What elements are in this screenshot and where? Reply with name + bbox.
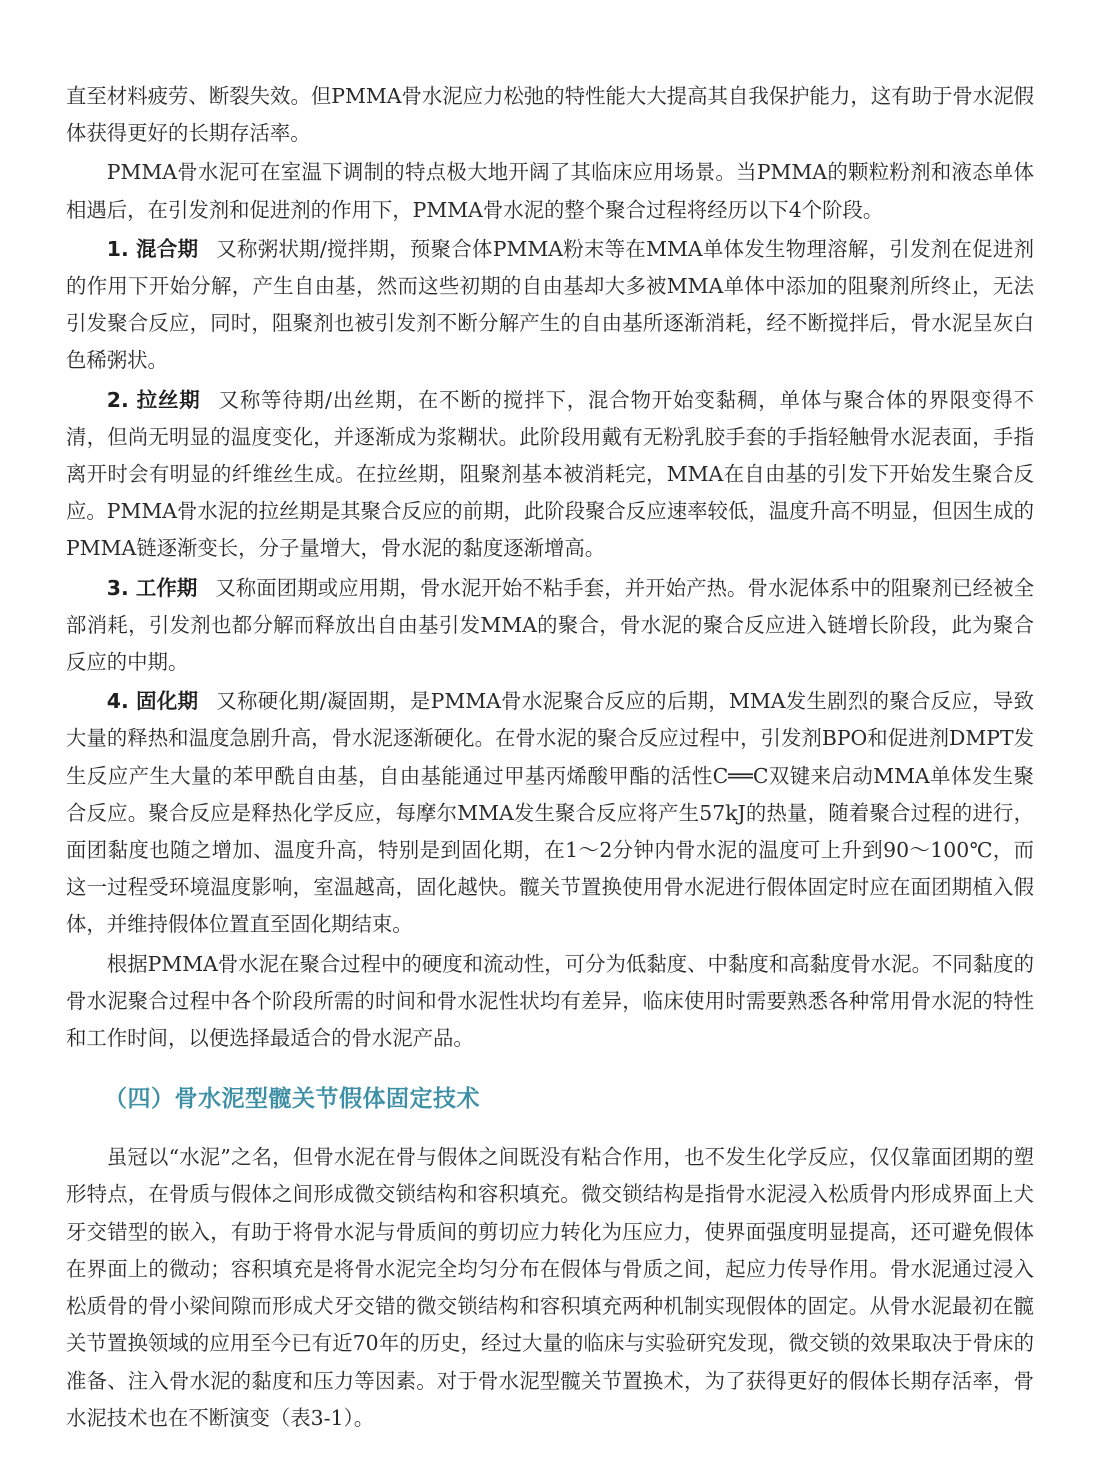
stage-curing	[66, 683, 1034, 943]
paragraph-pmma-intro: PMMA骨水泥可在室温下调制的特点极大地开阔了其临床应用场景。当PMMA的颗粒粉剂和液态单体相遇后，在引发剂和促进剂的作用下，PMMA骨水泥的整个聚合过程将经历以下4个阶段。	[66, 160, 1034, 222]
paragraph-fixation-technique: 虽冠以“水泥”之名，但骨水泥在骨与假体之间既没有粘合作用，也不发生化学反应，仅仅靠面团期的塑形特点，在骨质与假体之间形成微交锁结构和容积填充。微交锁结构是指骨水泥浸入松质骨内形成界面上犬牙交错型的嵌入，有助于将骨水泥与骨质间的剪切应力转化为压应力，使界面强度明显提高，还可避免假体在界面上的微动；容积填充是将骨水泥完全均匀分布在假体与骨质之间，起应力传导作用。骨水泥通过浸入松质骨的骨小梁间隙而形成犬牙交错的微交锁结构和容积填充两种机制实现假体的固定。从骨水泥最初在髋关节置换领域的应用至今已有近70年的历史，经过大量的临床与实验研究发现，微交锁的效果取决于骨床的准备、注入骨水泥的黏度和压力等因素。对于骨水泥型髋关节置换术，为了获得更好的假体长期存活率，骨水泥技术也在不断演变（表3-1）。	[66, 1145, 1034, 1430]
stage-mixing	[66, 231, 1034, 380]
stage-text: 又称粥状期/搅拌期，预聚合体PMMA粉末等在MMA单体发生物理溶解，引发剂在促进剂的作用下开始分解，产生自由基，然而这些初期的自由基却大多被MMA单体中添加的阻聚剂所终止，无法引发聚合反应，同时，阻聚剂也被引发剂不断分解产生的自由基所逐渐消耗，经不断搅拌后，骨水泥呈灰白色稀粥状。	[66, 236, 1034, 373]
stage-text: 又称硬化期/凝固期，是PMMA骨水泥聚合反应的后期，MMA发生剧烈的聚合反应，导致大量的释热和温度急剧升高，骨水泥逐渐硬化。在骨水泥的聚合反应过程中，引发剂BPO和促进剂DMPT发生反应产生大量的苯甲酰自由基，自由基能通过甲基丙烯酸甲酯的活性C══C双键来启动MMA单体发生聚合反应。聚合反应是释热化学反应，每摩尔MMA发生聚合反应将产生57kJ的热量，随着聚合过程的进行，面团黏度也随之增加、温度升高，特别是到固化期，在1～2分钟内骨水泥的温度可上升到90～100℃，而这一过程受环境温度影响，室温越高，固化越快。髋关节置换使用骨水泥进行假体固定时应在面团期植入假体，并维持假体位置直至固化期结束。	[66, 689, 1034, 937]
stage-heading: 2. 拉丝期	[106, 387, 201, 412]
stage-text: 又称等待期/出丝期，在不断的搅拌下，混合物开始变黏稠，单体与聚合体的界限变得不清，但尚无明显的温度变化，并逐渐成为浆糊状。此阶段用戴有无粉乳胶手套的手指轻触骨水泥表面，手指离开时会有明显的纤维丝生成。在拉丝期，阻聚剂基本被消耗完，MMA在自由基的引发下开始发生聚合反应。PMMA骨水泥的拉丝期是其聚合反应的前期，此阶段聚合反应速率较低，温度升高不明显，但因生成的PMMA链逐渐变长，分子量增大，骨水泥的黏度逐渐增高。	[66, 387, 1034, 561]
paragraph-viscosity: 根据PMMA骨水泥在聚合过程中的硬度和流动性，可分为低黏度、中黏度和高黏度骨水泥。不同黏度的骨水泥聚合过程中各个阶段所需的时间和骨水泥性状均有差异，临床使用时需要熟悉各种常用骨水泥的特性和工作时间，以便选择最适合的骨水泥产品。	[66, 951, 1034, 1051]
stage-heading: 1. 混合期	[106, 236, 199, 261]
stage-text: 又称面团期或应用期，骨水泥开始不粘手套，并开始产热。骨水泥体系中的阻聚剂已经被全部消耗，引发剂也都分解而释放出自由基引发MMA的聚合，骨水泥的聚合反应进入链增长阶段，此为聚合反应的中期。	[66, 575, 1034, 675]
paragraph-continuation: 直至材料疲劳、断裂失效。但PMMA骨水泥应力松弛的特性能大大提高其自我保护能力，这有助于骨水泥假体获得更好的长期存活率。	[66, 84, 1034, 146]
stage-stringing	[66, 382, 1034, 568]
stage-working	[66, 570, 1034, 682]
document-page	[66, 78, 1034, 1439]
stage-heading: 3. 工作期	[106, 575, 198, 600]
section-heading: （四）骨水泥型髋关节假体固定技术	[104, 1086, 480, 1113]
stage-heading: 4. 固化期	[106, 689, 199, 714]
